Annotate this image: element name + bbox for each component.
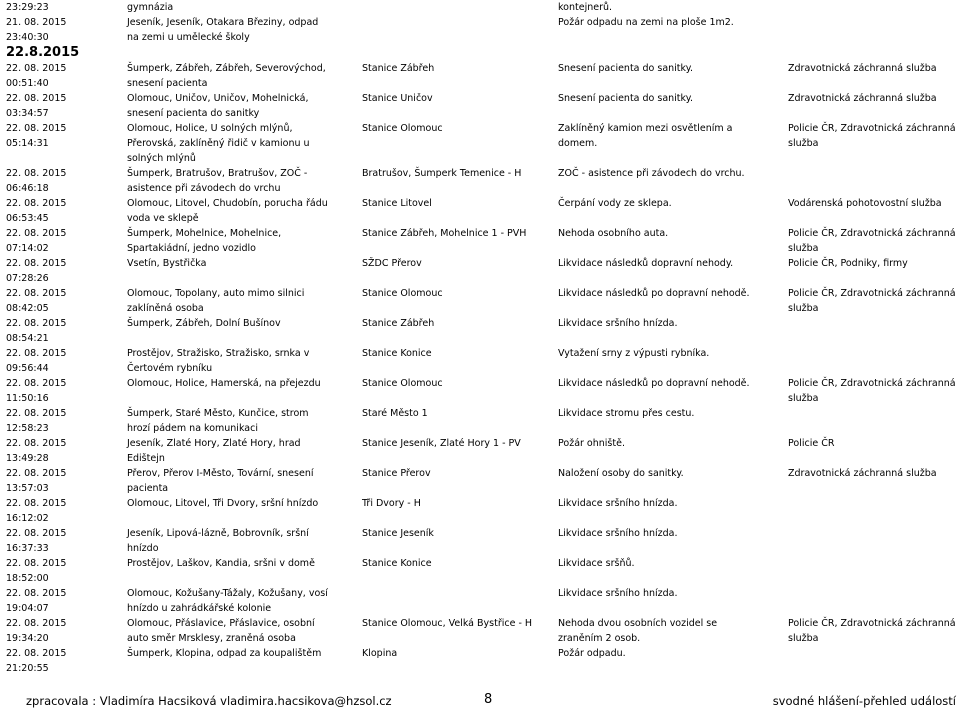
table-row (0, 466, 960, 496)
event-datetime: 22. 08. 2015 07:28:26 (6, 258, 67, 284)
event-description: Požár ohniště. (558, 438, 625, 449)
page-footer (0, 692, 960, 712)
event-cooperation: Policie ČR, Zdravotnická záchranná služba (788, 123, 956, 149)
event-location: Šumperk, Klopina, odpad za koupalištěm (127, 648, 322, 659)
event-location: gymnázia (127, 2, 174, 13)
event-datetime: 23:40:30 (6, 32, 49, 43)
event-location: Olomouc, Litovel, Chudobín, porucha řádu voda ve sklepě (127, 198, 328, 224)
table-row (0, 556, 960, 586)
event-location: Olomouc, Holice, U solných mlýnů, Přerovská, zaklíněný řidič v kamionu u solných mlýnů (127, 123, 310, 164)
event-cooperation: Policie ČR, Podniky, firmy (788, 258, 908, 269)
table-row (0, 121, 960, 166)
event-datetime: 22. 08. 2015 08:42:05 (6, 288, 67, 314)
event-unit: Stanice Přerov (362, 468, 431, 479)
event-location: Olomouc, Kožušany-Tážaly, Kožušany, vosí hnízdo u zahrádkářské kolonie (127, 588, 328, 614)
event-location: Jeseník, Jeseník, Otakara Březiny, odpad (127, 17, 319, 28)
table-row (0, 376, 960, 406)
event-unit: Stanice Zábřeh, Mohelnice 1 - PVH (362, 228, 527, 239)
event-description: Vytažení srny z výpusti rybníka. (558, 348, 710, 359)
table-row (0, 61, 960, 91)
table-row (0, 196, 960, 226)
table-row (0, 166, 960, 196)
event-cooperation: Zdravotnická záchranná služba (788, 93, 937, 104)
event-datetime: 22. 08. 2015 06:53:45 (6, 198, 67, 224)
event-datetime: 22. 08. 2015 16:37:33 (6, 528, 67, 554)
event-unit: Stanice Uničov (362, 93, 433, 104)
event-cooperation: Policie ČR, Zdravotnická záchranná služba (788, 228, 956, 254)
event-unit: Klopina (362, 648, 398, 659)
event-description: Likvidace stromu přes cestu. (558, 408, 695, 419)
table-row (0, 286, 960, 316)
table-row (0, 526, 960, 556)
event-datetime: 22. 08. 2015 07:14:02 (6, 228, 67, 254)
event-location: Olomouc, Litovel, Tři Dvory, sršní hnízdo (127, 498, 319, 509)
table-row (0, 406, 960, 436)
event-datetime: 22. 08. 2015 12:58:23 (6, 408, 67, 434)
event-location: Jeseník, Lipová-lázně, Bobrovník, sršní hnízdo (127, 528, 309, 554)
event-datetime: 22. 08. 2015 08:54:21 (6, 318, 67, 344)
event-location: Olomouc, Uničov, Uničov, Mohelnická, snesení pacienta do sanitky (127, 93, 309, 119)
event-description: Likvidace následků po dopravní nehodě. (558, 378, 750, 389)
event-location: Jeseník, Zlaté Hory, Zlaté Hory, hrad Edištejn (127, 438, 301, 464)
event-cooperation: Policie ČR, Zdravotnická záchranná služba (788, 618, 956, 644)
event-datetime: 22. 08. 2015 00:51:40 (6, 63, 67, 89)
event-location: Šumperk, Mohelnice, Mohelnice, Spartakiádní, jedno vozidlo (127, 228, 282, 254)
event-datetime: 22. 08. 2015 05:14:31 (6, 123, 67, 149)
event-description: Nehoda dvou osobních vozidel se zraněním 2 osob. (558, 618, 718, 644)
event-location: Přerov, Přerov I-Město, Tovární, snesení pacienta (127, 468, 314, 494)
event-unit: Stanice Olomouc (362, 123, 443, 134)
event-unit: Tři Dvory - H (362, 498, 421, 509)
event-unit: Stanice Jeseník, Zlaté Hory 1 - PV (362, 438, 521, 449)
event-cooperation: Policie ČR, Zdravotnická záchranná služba (788, 378, 956, 404)
table-row (0, 496, 960, 526)
event-description: Zaklíněný kamion mezi osvětlením a domem. (558, 123, 733, 149)
table-row (0, 316, 960, 346)
event-location: Olomouc, Holice, Hamerská, na přejezdu (127, 378, 321, 389)
event-description: Likvidace sršního hnízda. (558, 528, 678, 539)
event-description: Likvidace sršňů. (558, 558, 635, 569)
event-unit: Stanice Konice (362, 558, 432, 569)
event-location: Šumperk, Zábřeh, Dolní Bušínov (127, 318, 281, 329)
event-cooperation: Policie ČR, Zdravotnická záchranná služba (788, 288, 956, 314)
table-row (0, 15, 960, 30)
event-location: Olomouc, Topolany, auto mimo silnici zaklíněná osoba (127, 288, 305, 314)
table-row (0, 586, 960, 616)
event-location: Šumperk, Staré Město, Kunčice, strom hrozí pádem na komunikaci (127, 408, 309, 434)
table-row (0, 226, 960, 256)
event-description: Čerpání vody ze sklepa. (558, 198, 672, 209)
event-unit: SŽDC Přerov (362, 258, 422, 269)
event-unit: Stanice Olomouc (362, 378, 443, 389)
event-datetime: 21. 08. 2015 (6, 17, 67, 28)
event-description: Nehoda osobního auta. (558, 228, 669, 239)
event-description: kontejnerů. (558, 2, 613, 13)
event-datetime: 22. 08. 2015 13:49:28 (6, 438, 67, 464)
event-description: Likvidace sršního hnízda. (558, 498, 678, 509)
event-datetime: 22. 08. 2015 09:56:44 (6, 348, 67, 374)
event-cooperation: Zdravotnická záchranná služba (788, 63, 937, 74)
table-row (0, 616, 960, 646)
event-description: Naložení osoby do sanitky. (558, 468, 684, 479)
table-row (0, 30, 960, 45)
event-unit: Stanice Zábřeh (362, 63, 435, 74)
page-number: 8 (484, 692, 493, 707)
event-datetime: 22. 08. 2015 13:57:03 (6, 468, 67, 494)
table-row (0, 256, 960, 286)
event-description: Likvidace sršního hnízda. (558, 318, 678, 329)
event-datetime: 22. 08. 2015 06:46:18 (6, 168, 67, 194)
table-row (0, 346, 960, 376)
event-unit: Stanice Konice (362, 348, 432, 359)
footer-author: zpracovala : Vladimíra Hacsiková vladimira.hacsikova@hzsol.cz (26, 694, 392, 708)
footer-title: svodné hlášení-přehled událostí (772, 694, 956, 708)
event-description: Likvidace následků po dopravní nehodě. (558, 288, 750, 299)
event-description: Snesení pacienta do sanitky. (558, 63, 693, 74)
event-cooperation: Zdravotnická záchranná služba (788, 468, 937, 479)
event-description: Likvidace následků dopravní nehody. (558, 258, 734, 269)
event-description: Likvidace sršního hnízda. (558, 588, 678, 599)
event-datetime: 22. 08. 2015 19:04:07 (6, 588, 67, 614)
event-unit: Stanice Zábřeh (362, 318, 435, 329)
event-datetime: 22. 08. 2015 11:50:16 (6, 378, 67, 404)
event-unit: Stanice Olomouc (362, 288, 443, 299)
event-description: Snesení pacienta do sanitky. (558, 93, 693, 104)
event-description: ZOČ - asistence při závodech do vrchu. (558, 168, 745, 179)
event-unit: Stanice Litovel (362, 198, 432, 209)
event-datetime: 22. 08. 2015 16:12:02 (6, 498, 67, 524)
event-datetime: 22. 08. 2015 03:34:57 (6, 93, 67, 119)
event-cooperation: Vodárenská pohotovostní služba (788, 198, 942, 209)
event-location: Olomouc, Přáslavice, Přáslavice, osobní auto směr Mrsklesy, zraněná osoba (127, 618, 315, 644)
event-location: Prostějov, Laškov, Kandia, sršni v domě (127, 558, 315, 569)
event-datetime: 22. 08. 2015 18:52:00 (6, 558, 67, 584)
event-location: Vsetín, Bystřička (127, 258, 207, 269)
event-datetime: 22. 08. 2015 19:34:20 (6, 618, 67, 644)
event-location: Prostějov, Stražisko, Stražisko, srnka v Čertovém rybníku (127, 348, 310, 374)
table-row (0, 436, 960, 466)
event-location: Šumperk, Bratrušov, Bratrušov, ZOČ - asistence při závodech do vrchu (127, 168, 308, 194)
event-unit: Staré Město 1 (362, 408, 428, 419)
event-datetime: 22. 08. 2015 21:20:55 (6, 648, 67, 674)
event-datetime: 23:29:23 (6, 2, 49, 13)
event-description: Požár odpadu na zemi na ploše 1m2. (558, 17, 734, 28)
date-heading: 22.8.2015 (6, 45, 80, 60)
event-location: na zemi u umělecké školy (127, 32, 250, 43)
event-cooperation: Policie ČR (788, 438, 835, 449)
table-row (0, 0, 960, 15)
event-unit: Stanice Jeseník (362, 528, 434, 539)
event-location: Šumperk, Zábřeh, Zábřeh, Severovýchod, snesení pacienta (127, 63, 326, 89)
event-description: Požár odpadu. (558, 648, 626, 659)
table-row (0, 91, 960, 121)
event-unit: Stanice Olomouc, Velká Bystřice - H (362, 618, 533, 629)
table-row (0, 646, 960, 676)
event-unit: Bratrušov, Šumperk Temenice - H (362, 168, 522, 179)
